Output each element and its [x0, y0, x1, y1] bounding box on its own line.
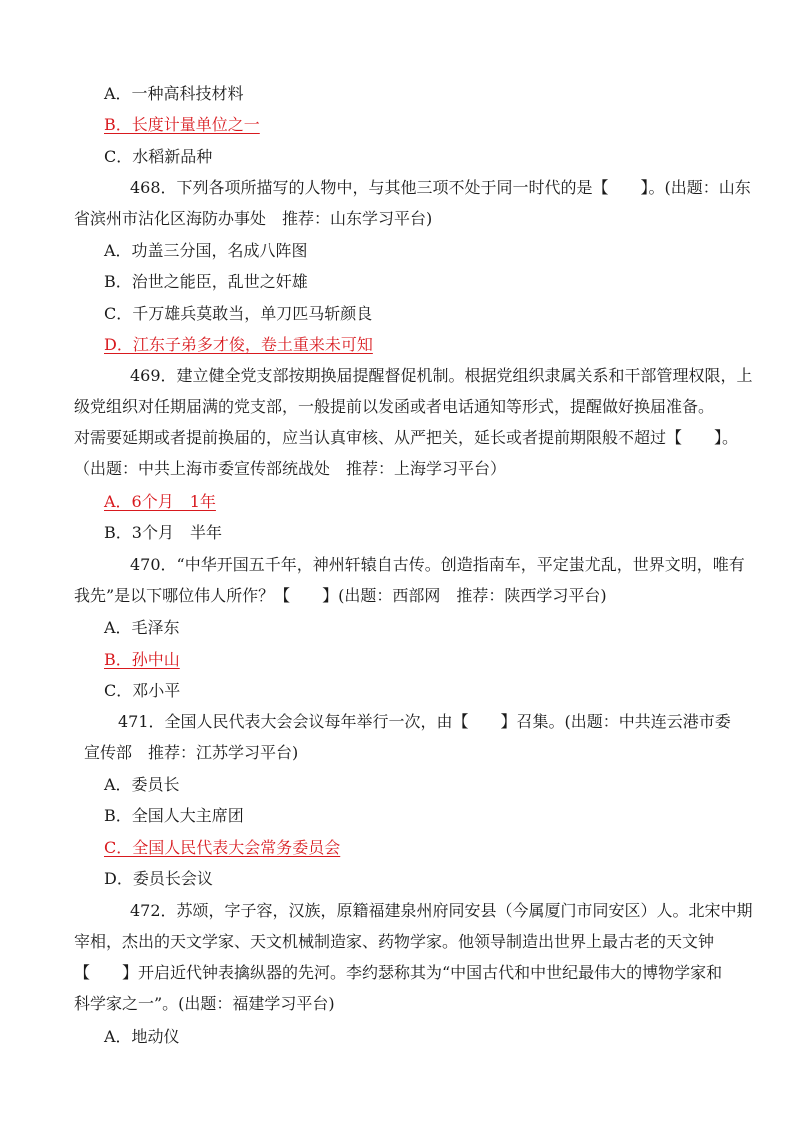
question-472-text-cont: 【 】开启近代钟表擒纵器的先河。李约瑟称其为“中国古代和中世纪最伟大的博物学家和	[74, 963, 723, 982]
option-a: A．功盖三分国，名成八阵图	[104, 241, 308, 260]
option-b: B．治世之能臣，乱世之奸雄	[104, 272, 308, 291]
correct-option-b: B．长度计量单位之一	[104, 115, 260, 134]
option-a: A．地动仪	[104, 1027, 180, 1046]
option-d: D．委员长会议	[104, 869, 213, 888]
question-472-text-cont: 宰相，杰出的天文学家、天文机械制造家、药物学家。他领导制造出世界上最古老的天文钟	[74, 932, 715, 951]
option-a: A．毛泽东	[104, 618, 180, 637]
question-471-source: 宣传部 推荐：江苏学习平台)	[84, 743, 299, 762]
correct-option-b: B．孙中山	[104, 650, 180, 669]
question-469-text: 469．建立健全党支部按期换届提醒督促机制。根据党组织隶属关系和干部管理权限，上	[130, 366, 753, 385]
question-471-text: 471．全国人民代表大会会议每年举行一次，由【 】召集。(出题：中共连云港市委	[118, 712, 731, 731]
question-472-text: 472．苏颂，字子容，汉族，原籍福建泉州府同安县（今属厦门市同安区）人。北宋中期	[130, 901, 753, 920]
question-469-text-cont: 对需要延期或者提前换届的，应当认真审核、从严把关，延长或者提前期限般不超过【 】。	[74, 428, 739, 447]
question-469-text-cont: 级党组织对任期届满的党支部，一般提前以发函或者电话通知等形式，提醒做好换届准备。	[74, 397, 715, 416]
option-a: A．委员长	[104, 775, 180, 794]
question-472-source: 科学家之一”。(出题：福建学习平台)	[74, 994, 335, 1013]
question-470-text: 470．“中华开国五千年，神州轩辕自古传。创造指南车，平定蚩尤乱，世界文明，唯有	[130, 555, 745, 574]
question-469-source: （出题：中共上海市委宣传部统战处 推荐：上海学习平台）	[74, 459, 507, 478]
question-468-text: 468．下列各项所描写的人物中，与其他三项不处于同一时代的是【 】。(出题：山东	[130, 178, 751, 197]
option-c: C．邓小平	[104, 681, 181, 700]
option-b: B．3个月 半年	[104, 523, 222, 542]
option-c: C．水稻新品种	[104, 147, 213, 166]
correct-option-c: C．全国人民代表大会常务委员会	[104, 838, 341, 857]
option-a: A．一种高科技材料	[104, 84, 244, 103]
correct-option-a: A．6个月 1年	[104, 492, 216, 511]
option-c: C．千万雄兵莫敢当，单刀匹马斩颜良	[104, 304, 373, 323]
question-470-source: 我先”是以下哪位伟人所作？【 】(出题：西部网 推荐：陕西学习平台)	[74, 586, 607, 605]
correct-option-d: D．江东子弟多才俊，卷土重来未可知	[104, 335, 373, 354]
option-b: B．全国人大主席团	[104, 806, 244, 825]
question-468-source: 省滨州市沾化区海防办事处 推荐：山东学习平台)	[74, 209, 433, 228]
